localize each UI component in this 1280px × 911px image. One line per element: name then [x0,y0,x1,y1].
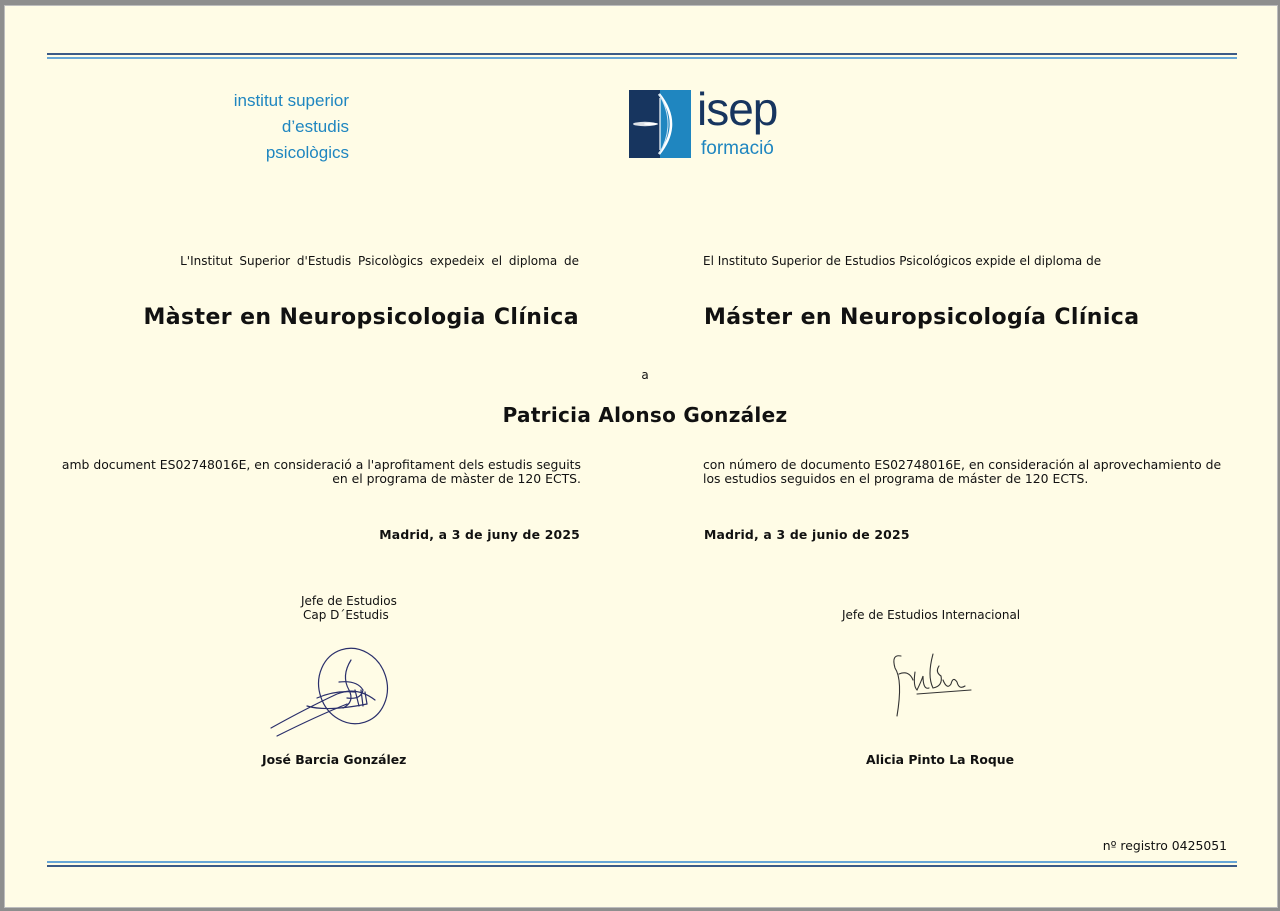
body-text-catalan [62,458,581,486]
diploma-page [4,5,1278,908]
signer1-role-catalan: Cap D´Estudis [303,608,389,622]
connector-a: a [641,368,649,382]
logo-brand: isep [697,83,778,135]
intro-catalan: L'Institut Superior d'Estudis Psicològics expedeix el diploma de [180,254,579,268]
signer1-role-spanish: Jefe de Estudios [301,594,397,608]
signer2-name: Alicia Pinto La Roque [866,752,1014,767]
signer1-name: José Barcia González [262,752,407,767]
body-line: con número de documento ES02748016E, en consideración al aprovechamiento de [703,457,1222,472]
issue-date-spanish: Madrid, a 3 de junio de 2025 [704,527,910,542]
degree-title-catalan: Màster en Neuropsicologia Clínica [143,305,579,330]
intro-spanish: El Instituto Superior de Estudios Psicológicos expide el diploma de [703,254,1102,268]
body-line: en el programa de màster de 120 ECTS. [332,471,581,486]
bottom-border-rule [47,861,1237,867]
signature-1-image [267,646,397,746]
signer2-role: Jefe de Estudios Internacional [842,608,1021,622]
top-border-rule [47,53,1237,59]
degree-title-spanish: Máster en Neuropsicología Clínica [704,305,1140,330]
body-text-spanish [703,458,1221,486]
body-line: los estudios seguidos en el programa de máster de 120 ECTS. [703,471,1089,486]
isep-emblem-icon [629,90,691,158]
logo-institute-name: institut superior d’estudis psicològics [233,91,349,162]
recipient-name: Patricia Alonso González [502,403,788,427]
registry-number: nº registro 0425051 [1102,838,1227,853]
signature-2-image [887,646,977,726]
body-line: amb document ES02748016E, en consideració a l'aprofitament dels estudis seguits [61,457,581,472]
logo-subbrand: formació [701,138,774,159]
issue-date-catalan: Madrid, a 3 de juny de 2025 [379,527,580,542]
